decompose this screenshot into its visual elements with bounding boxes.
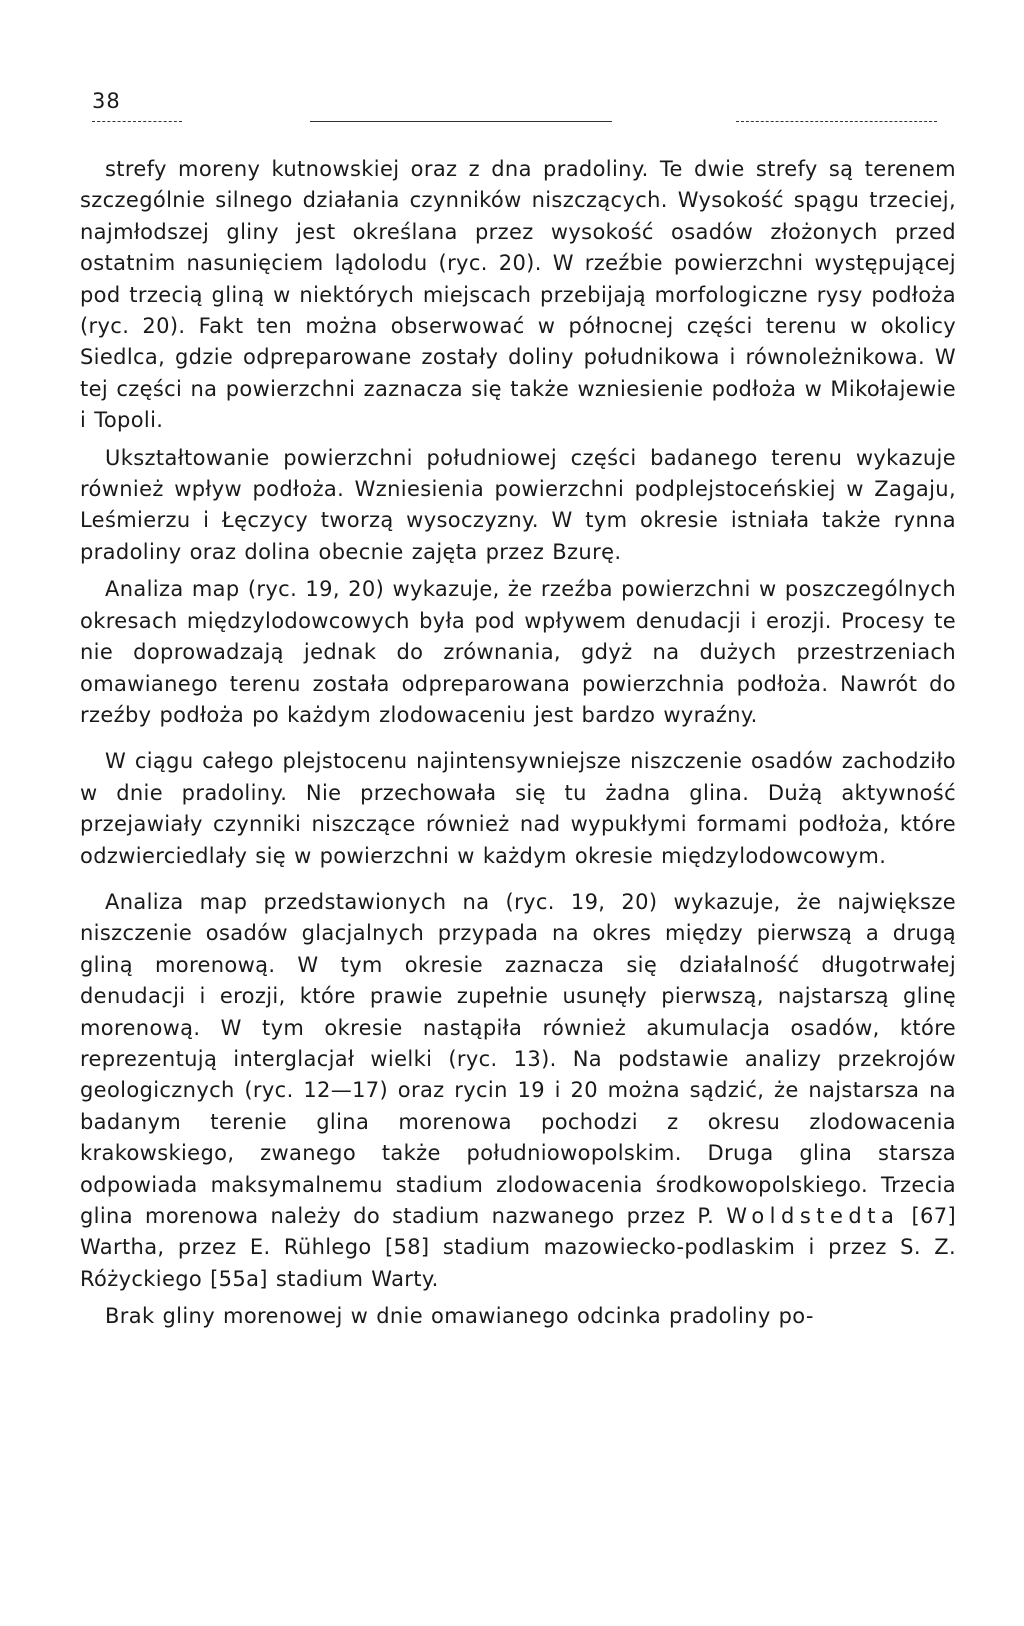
paragraph-text: [67] Wartha, przez E. Rühlego [58] stadium mazowiecko-podlaskim i przez S. Z. Różyckiego [55a] stadium Warty. (80, 1204, 956, 1291)
body-text (80, 154, 956, 1333)
paragraph: Brak gliny morenowej w dnie omawianego odcinka pradoliny po- (105, 1304, 814, 1329)
header-rule (736, 121, 937, 122)
header-rule (92, 121, 182, 122)
page-header (92, 88, 937, 124)
paragraph: Analiza map (ryc. 19, 20) wykazuje, że rzeźba powierzchni w poszczególnych okresach międzylodowcowych była pod wpływem denudacji i erozji. Procesy te nie doprowadzają jednak do zrównania, gdyż na dużych przestrzeniach omawianego terenu została odpreparowana powierzchnia podłoża. Nawrót do rzeźby podłoża po każdym zlodowaceniu jest bardzo wyraźny. (80, 577, 956, 727)
paragraph: W ciągu całego plejstocenu najintensywniejsze niszczenie osadów zachodziło w dnie pradoliny. Nie przechowała się tu żadna glina. Dużą aktywność przejawiały czynniki niszczące również nad wypukłymi formami podłoża, które odzwierciedlały się w powierzchni w każdym okresie międzylodowcowym. (80, 749, 956, 868)
author-name-spaced: Woldstedta (726, 1204, 900, 1228)
paragraph: strefy moreny kutnowskiej oraz z dna pradoliny. Te dwie strefy są terenem szczególnie silnego działania czynników niszczących. Wysokość spągu trzeciej, najmłodszej gliny jest określana przez wysokość osadów złożonych przed ostatnim nasunięciem lądolodu (ryc. 20). W rzeźbie powierzchni występującej pod trzecią gliną w niektórych miejscach przebijają morfologiczne rysy podłoża (ryc. 20). Fakt ten można obserwować w północnej części terenu w okolicy Siedlca, gdzie odpreparowane zostały doliny południkowa i równoleżnikowa. W tej części na powierzchni zaznacza się także wzniesienie podłoża w Mikołajewie i Topoli. (80, 157, 956, 433)
paragraph: Ukształtowanie powierzchni południowej części badanego terenu wykazuje również wpływ podłoża. Wzniesienia powierzchni podplejstoceńskiej w Zagaju, Leśmierzu i Łęczycy tworzą wysoczyzny. W tym okresie istniała także rynna pradoliny oraz dolina obecnie zajęta przez Bzurę. (80, 445, 956, 564)
header-rule (310, 121, 612, 122)
page-number: 38 (92, 89, 121, 113)
paragraph-text: Analiza map przedstawionych na (ryc. 19, 20) wykazuje, że największe niszczenie osadów glacjalnych przypada na okres między pierwszą a drugą gliną morenową. W tym okresie zaznacza się działalność długotrwałej denudacji i erozji, które prawie zupełnie usunęły pierwszą, najstarszą glinę morenową. W tym okresie nastąpiła również akumulacja osadów, które reprezentują interglacjał wielki (ryc. 13). Na podstawie analizy przekrojów geologicznych (ryc. 12—17) oraz rycin 19 i 20 można sądzić, że najstarsza na badanym terenie glina morenowa pochodzi z okresu zlodowacenia krakowskiego, zwanego także południowopolskim. Druga glina starsza odpowiada maksymalnemu stadium zlodowacenia środkowopolskiego. Trzecia glina morenowa należy do stadium nazwanego przez P. (80, 889, 956, 1228)
paragraph (80, 887, 956, 1295)
